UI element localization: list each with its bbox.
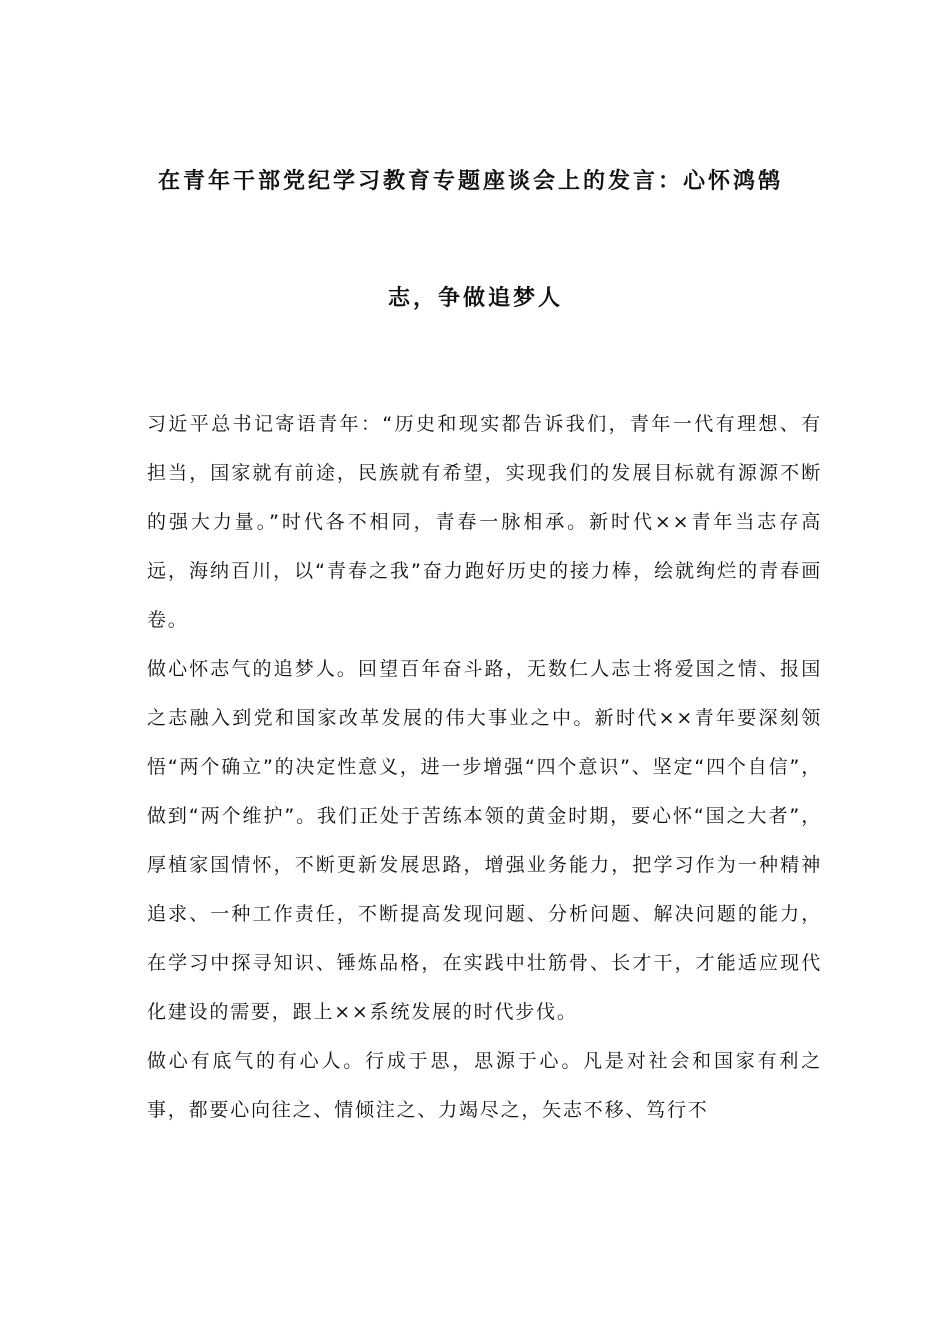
paragraph: 习近平总书记寄语青年：“历史和现实都告诉我们，青年一代有理想、有担当，国家就有前途，民族就有希望，实现我们的发展目标就有源源不断的强大力量。”时代各不相同，青春一脉相承。新时代××青年当志存高远，海纳百川，以“青春之我”奋力跑好历史的接力棒，绘就绚烂的青春画卷。 <box>147 413 822 631</box>
paragraph: 做心怀志气的追梦人。回望百年奋斗路，无数仁人志士将爱国之情、报国之志融入到党和国家改革发展的伟大事业之中。新时代××青年要深刻领悟“两个确立”的决定性意义，进一步增强“四个意识”、坚定“四个自信”，做到“两个维护”。我们正处于苦练本领的黄金时期，要心怀“国之大者”，厚植家国情怀，不断更新发展思路，增强业务能力，把学习作为一种精神追求、一种工作责任，不断提高发现问题、分析问题、解决问题的能力，在学习中探寻知识、锤炼品格，在实践中壮筋骨、长才干，才能适应现代化建设的需要，跟上××系统发展的时代步伐。 <box>147 658 822 1023</box>
paragraph: 做心有底气的有心人。行成于思，思源于心。凡是对社会和国家有利之事，都要心向往之、情倾注之、力竭尽之，矢志不移、笃行不 <box>147 1050 822 1121</box>
document-title-line-1: 在青年干部党纪学习教育专题座谈会上的发言：心怀鸿鹄 <box>158 169 784 194</box>
document-title-line-2: 志，争做追梦人 <box>388 286 564 311</box>
document-body <box>147 400 822 1135</box>
